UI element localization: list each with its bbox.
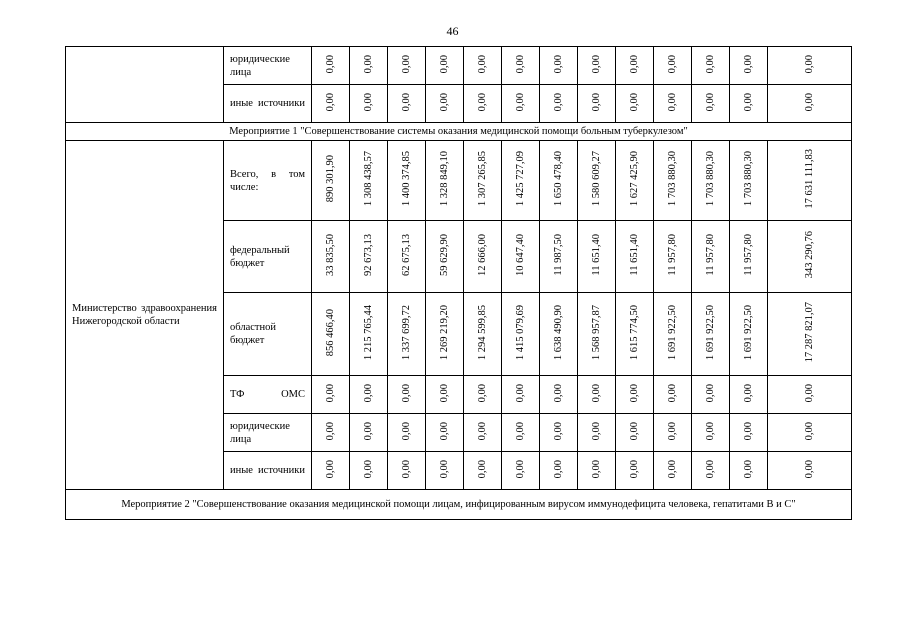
amount-cell: 0,00 [540, 452, 578, 490]
amount-cell: 0,00 [768, 85, 852, 123]
amount-cell: 0,00 [426, 376, 464, 414]
event-1-title: Мероприятие 1 "Совершенствование системы оказания медицинской помощи больным туберкулезом" [66, 123, 852, 141]
amount-cell: 0,00 [692, 376, 730, 414]
organization-cell-empty [66, 47, 224, 123]
amount-cell: 0,00 [502, 85, 540, 123]
amount-cell: 0,00 [350, 47, 388, 85]
amount-cell: 1 415 079,69 [502, 293, 540, 376]
amount-cell: 0,00 [578, 85, 616, 123]
amount-cell: 33 835,50 [312, 221, 350, 293]
amount-cell: 11 651,40 [616, 221, 654, 293]
amount-cell: 1 638 490,90 [540, 293, 578, 376]
amount-cell: 0,00 [540, 414, 578, 452]
amount-cell: 0,00 [426, 452, 464, 490]
amount-cell: 0,00 [388, 452, 426, 490]
amount-cell: 1 703 880,30 [730, 141, 768, 221]
amount-cell: 0,00 [426, 85, 464, 123]
amount-cell: 1 615 774,50 [616, 293, 654, 376]
amount-cell: 1 215 765,44 [350, 293, 388, 376]
amount-cell: 1 703 880,30 [654, 141, 692, 221]
amount-cell: 0,00 [540, 47, 578, 85]
amount-cell: 0,00 [616, 414, 654, 452]
amount-cell: 11 957,80 [692, 221, 730, 293]
amount-cell: 0,00 [768, 414, 852, 452]
amount-cell: 0,00 [350, 414, 388, 452]
funding-source: иные источники [224, 452, 312, 490]
amount-cell: 0,00 [388, 85, 426, 123]
event-2-title: Мероприятие 2 "Совершенствование оказания медицинской помощи лицам, инфицированным вирусом иммунодефицита человека, гепатитами В и С" [66, 490, 852, 520]
amount-cell: 1 568 957,87 [578, 293, 616, 376]
amount-cell: 0,00 [464, 414, 502, 452]
amount-cell: 1 691 922,50 [654, 293, 692, 376]
table-row [66, 47, 852, 85]
table-row [66, 141, 852, 221]
amount-cell: 0,00 [388, 47, 426, 85]
amount-cell: 0,00 [502, 452, 540, 490]
funding-source: иные источники [224, 85, 312, 123]
amount-cell: 92 673,13 [350, 221, 388, 293]
amount-cell: 59 629,90 [426, 221, 464, 293]
amount-cell: 0,00 [692, 47, 730, 85]
amount-cell: 1 308 438,57 [350, 141, 388, 221]
amount-cell: 17 631 111,83 [768, 141, 852, 221]
amount-cell: 1 328 849,10 [426, 141, 464, 221]
funding-source: юридические лица [224, 414, 312, 452]
amount-cell: 1 691 922,50 [730, 293, 768, 376]
amount-cell: 0,00 [502, 414, 540, 452]
amount-cell: 0,00 [578, 376, 616, 414]
amount-cell: 0,00 [350, 85, 388, 123]
amount-cell: 0,00 [768, 47, 852, 85]
amount-cell: 0,00 [616, 85, 654, 123]
amount-cell: 0,00 [730, 85, 768, 123]
amount-cell: 11 957,80 [654, 221, 692, 293]
amount-cell: 1 337 699,72 [388, 293, 426, 376]
amount-cell: 1 294 599,85 [464, 293, 502, 376]
amount-cell: 1 691 922,50 [692, 293, 730, 376]
amount-cell: 0,00 [654, 376, 692, 414]
amount-cell: 0,00 [654, 452, 692, 490]
amount-cell: 0,00 [312, 452, 350, 490]
amount-cell: 17 287 821,07 [768, 293, 852, 376]
amount-cell: 0,00 [312, 376, 350, 414]
amount-cell: 0,00 [578, 47, 616, 85]
amount-cell: 0,00 [388, 376, 426, 414]
amount-cell: 0,00 [768, 452, 852, 490]
amount-cell: 1 650 478,40 [540, 141, 578, 221]
page-number: 46 [446, 24, 459, 38]
amount-cell: 0,00 [464, 376, 502, 414]
amount-cell: 0,00 [654, 414, 692, 452]
funding-source: ТФ ОМС [224, 376, 312, 414]
event-header-row [66, 123, 852, 141]
amount-cell: 0,00 [464, 452, 502, 490]
amount-cell: 0,00 [768, 376, 852, 414]
amount-cell: 0,00 [388, 414, 426, 452]
amount-cell: 0,00 [730, 47, 768, 85]
amount-cell: 62 675,13 [388, 221, 426, 293]
amount-cell: 11 987,50 [540, 221, 578, 293]
amount-cell: 0,00 [654, 47, 692, 85]
amount-cell: 0,00 [578, 414, 616, 452]
amount-cell: 343 290,76 [768, 221, 852, 293]
amount-cell: 0,00 [312, 85, 350, 123]
amount-cell: 1 703 880,30 [692, 141, 730, 221]
amount-cell: 0,00 [464, 85, 502, 123]
budget-table [65, 46, 852, 520]
amount-cell: 0,00 [692, 452, 730, 490]
amount-cell: 0,00 [616, 376, 654, 414]
amount-cell: 0,00 [616, 452, 654, 490]
funding-source: областной бюджет [224, 293, 312, 376]
amount-cell: 0,00 [730, 414, 768, 452]
organization-name: Министерство здравоохранения Нижегородской области [66, 141, 224, 490]
amount-cell: 1 580 609,27 [578, 141, 616, 221]
amount-cell: 0,00 [692, 414, 730, 452]
funding-source: Всего, в том числе: [224, 141, 312, 221]
amount-cell: 1 307 265,85 [464, 141, 502, 221]
amount-cell: 0,00 [426, 47, 464, 85]
amount-cell: 0,00 [312, 414, 350, 452]
amount-cell: 1 269 219,20 [426, 293, 464, 376]
amount-cell: 0,00 [692, 85, 730, 123]
amount-cell: 12 666,00 [464, 221, 502, 293]
amount-cell: 0,00 [502, 47, 540, 85]
event-header-row [66, 490, 852, 520]
amount-cell: 0,00 [426, 414, 464, 452]
amount-cell: 0,00 [540, 85, 578, 123]
amount-cell: 1 627 425,90 [616, 141, 654, 221]
amount-cell: 0,00 [350, 376, 388, 414]
funding-source: юридические лица [224, 47, 312, 85]
amount-cell: 1 425 727,09 [502, 141, 540, 221]
amount-cell: 0,00 [540, 376, 578, 414]
amount-cell: 856 466,40 [312, 293, 350, 376]
amount-cell: 0,00 [502, 376, 540, 414]
amount-cell: 11 957,80 [730, 221, 768, 293]
amount-cell: 0,00 [616, 47, 654, 85]
amount-cell: 10 647,40 [502, 221, 540, 293]
amount-cell: 0,00 [350, 452, 388, 490]
amount-cell: 0,00 [730, 452, 768, 490]
amount-cell: 890 301,90 [312, 141, 350, 221]
amount-cell: 11 651,40 [578, 221, 616, 293]
amount-cell: 0,00 [312, 47, 350, 85]
amount-cell: 1 400 374,85 [388, 141, 426, 221]
amount-cell: 0,00 [730, 376, 768, 414]
amount-cell: 0,00 [654, 85, 692, 123]
funding-source: федеральный бюджет [224, 221, 312, 293]
amount-cell: 0,00 [578, 452, 616, 490]
amount-cell: 0,00 [464, 47, 502, 85]
